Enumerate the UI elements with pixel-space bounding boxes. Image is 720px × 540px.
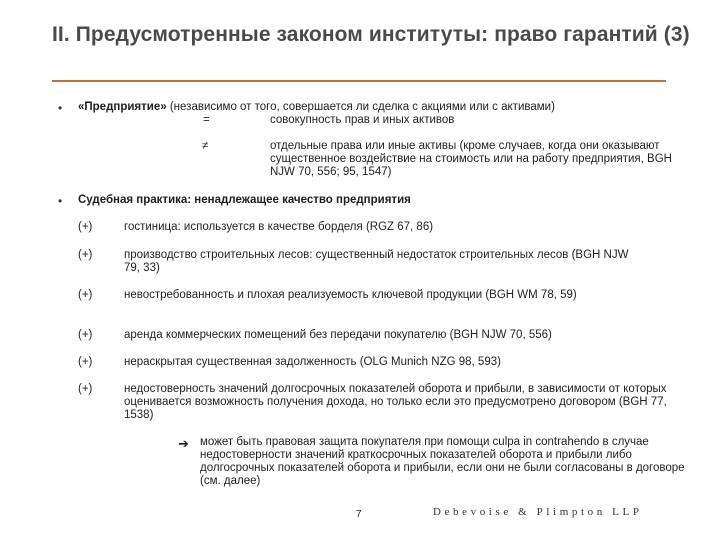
bullet-marker: •	[58, 194, 63, 208]
not-equal-text: отдельные права или иные активы (кроме случаев, когда они оказывают существенное воздействие на стоимость или на работу предприятия, BGH NJW 70, 556; 95, 1547)	[270, 140, 672, 178]
firm-logo: Debevoise & Plimpton LLP	[433, 506, 643, 518]
enterprise-desc: (независимо от того, совершается ли сделка с акциями или с активами)	[169, 101, 555, 113]
slide-title: II. Предусмотренные законом институты: право гарантий (3)	[52, 23, 690, 46]
bullet-marker: •	[58, 101, 63, 115]
equals-sign: =	[203, 114, 210, 126]
title-divider	[52, 80, 666, 82]
equals-text: совокупность прав и иных активов	[270, 114, 455, 126]
arrow-right-icon: ➔	[178, 436, 189, 451]
practice-heading: Судебная практика: ненадлежащее качество предприятия	[78, 194, 411, 206]
item-mark: (+)	[78, 329, 93, 341]
page-number: 7	[356, 509, 362, 520]
practice-item: невостребованность и плохая реализуемость ключевой продукции (BGH WM 78, 59)	[124, 289, 577, 301]
practice-item: гостиница: используется в качестве борделя (RGZ 67, 86)	[124, 221, 434, 233]
item-mark: (+)	[78, 249, 93, 261]
practice-item: недостоверность значений долгосрочных показателей оборота и прибыли, в зависимости от которых оценивается возможность получения дохода, но только если это предусмотрено договором (BGH 77, 1538)	[124, 383, 667, 421]
item-mark: (+)	[78, 289, 93, 301]
enterprise-term: «Предприятие»	[78, 101, 167, 113]
note-text: может быть правовая защита покупателя при помощи culpa in contrahendo в случае недостоверности значений краткосрочных показателей оборота и прибыли либо долгосрочных показателей оборота и прибыли, если они не были согласованы в договоре (см. далее)	[200, 436, 685, 487]
not-equal-sign: ≠	[202, 140, 209, 152]
practice-item: нераскрытая существенная задолженность (OLG Munich NZG 98, 593)	[124, 356, 501, 368]
practice-item: аренда коммерческих помещений без передачи покупателю (BGH NJW 70, 556)	[124, 329, 552, 341]
item-mark: (+)	[78, 356, 93, 368]
enterprise-line	[78, 101, 698, 114]
item-mark: (+)	[78, 383, 93, 395]
practice-item: производство строительных лесов: существенный недостаток строительных лесов (BGH NJW 79, 33)	[124, 249, 629, 274]
item-mark: (+)	[78, 221, 93, 233]
